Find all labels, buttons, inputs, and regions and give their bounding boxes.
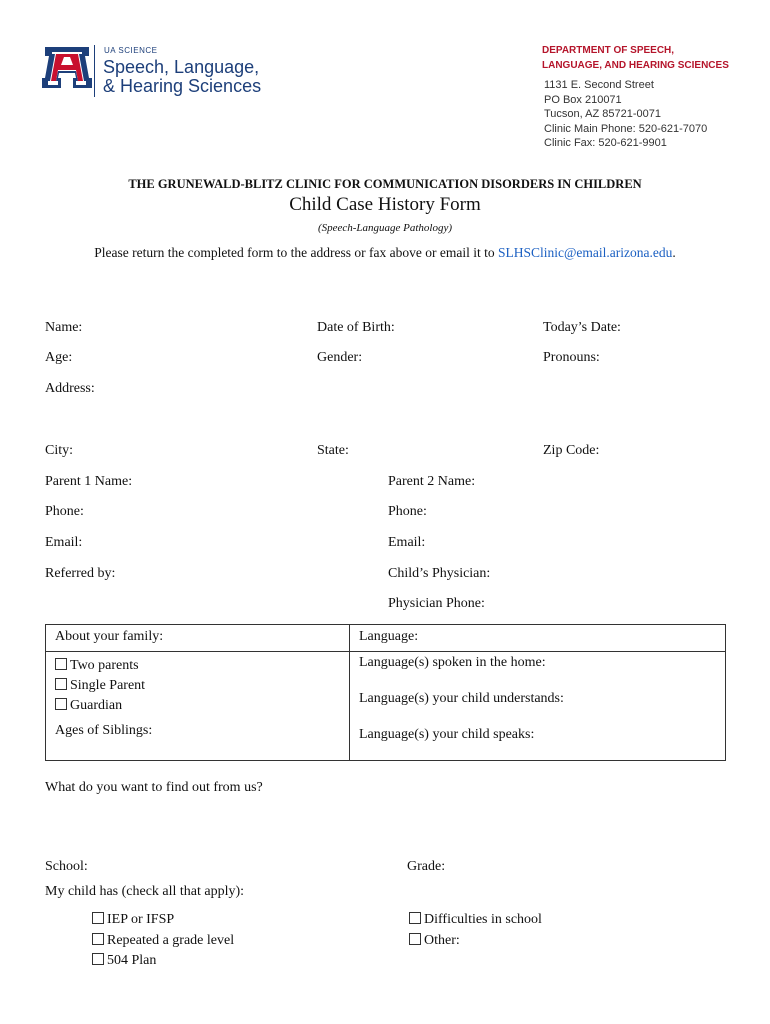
checkbox-iep[interactable]: [92, 910, 234, 931]
child-has-label: My child has (check all that apply):: [45, 884, 245, 899]
city-label: City:: [45, 443, 74, 458]
age-label: Age:: [45, 350, 73, 365]
logo-line2: & Hearing Sciences: [103, 76, 262, 96]
zip-label: Zip Code:: [543, 443, 600, 458]
checkbox-guardian[interactable]: [55, 696, 145, 716]
option-label: Guardian: [70, 698, 123, 713]
table-divider: [349, 624, 350, 760]
gender-label: Gender:: [317, 350, 363, 365]
grade-label: Grade:: [407, 859, 446, 874]
physician-phone-label: Physician Phone:: [388, 596, 485, 611]
question-label: What do you want to find out from us?: [45, 780, 263, 795]
address-label: Address:: [45, 381, 95, 396]
option-label: 504 Plan: [107, 953, 157, 968]
dob-label: Date of Birth:: [317, 320, 395, 335]
checkbox-other[interactable]: [409, 931, 542, 952]
option-label: IEP or IFSP: [107, 912, 175, 927]
logo-divider: [94, 45, 95, 97]
checkbox-icon[interactable]: [409, 912, 421, 924]
language-understands-label: Language(s) your child understands:: [359, 691, 564, 706]
page-title: Child Case History Form: [289, 194, 481, 215]
table-header-line: [45, 651, 725, 652]
checkbox-two-parents[interactable]: [55, 656, 145, 676]
address-line: 1131 E. Second Street: [544, 79, 654, 91]
email2-label: Email:: [388, 535, 426, 550]
address-line: PO Box 210071: [544, 93, 622, 106]
siblings-label: Ages of Siblings:: [55, 723, 153, 738]
option-label: Other:: [424, 932, 460, 948]
language-home-label: Language(s) spoken in the home:: [359, 655, 546, 670]
logo-line1: Speech, Language,: [103, 57, 260, 77]
checkbox-icon[interactable]: [55, 678, 67, 690]
language-header: Language:: [359, 629, 419, 644]
todays-date-label: Today’s Date:: [543, 320, 621, 335]
email1-label: Email:: [45, 535, 83, 550]
dept-line2: LANGUAGE, AND HEARING SCIENCES: [542, 60, 729, 71]
option-label: Repeated a grade level: [107, 932, 235, 948]
state-label: State:: [317, 443, 349, 458]
family-options: [55, 656, 145, 716]
checks-right: [409, 910, 542, 951]
checkbox-icon[interactable]: [92, 933, 104, 945]
phone2-label: Phone:: [388, 504, 427, 519]
address-line: Tucson, AZ 85721-0071: [544, 108, 662, 120]
clinic-name: THE GRUNEWALD-BLITZ CLINIC FOR COMMUNICATION DISORDERS IN CHILDREN: [128, 177, 642, 191]
checkbox-icon[interactable]: [55, 658, 67, 670]
checkbox-difficulties[interactable]: [409, 910, 542, 931]
referred-label: Referred by:: [45, 566, 116, 581]
instructions: [0, 245, 770, 261]
language-speaks-label: Language(s) your child speaks:: [359, 727, 535, 742]
checkbox-icon[interactable]: [409, 933, 421, 945]
pronouns-label: Pronouns:: [543, 350, 600, 365]
address-block: [544, 78, 707, 151]
name-label: Name:: [45, 320, 83, 335]
checkbox-single-parent[interactable]: [55, 676, 145, 696]
instructions-text: Please return the completed form to the address or fax above or email it to: [94, 245, 498, 260]
option-label: Single Parent: [70, 678, 146, 693]
checkbox-icon[interactable]: [55, 698, 67, 710]
family-header: About your family:: [55, 629, 164, 644]
instructions-end: .: [672, 245, 676, 260]
clinic-fax: Clinic Fax: 520-621-9901: [544, 137, 667, 149]
subtitle: (Speech-Language Pathology): [317, 222, 453, 234]
ua-logo-icon: [42, 45, 92, 90]
clinic-phone: Clinic Main Phone: 520-621-7070: [544, 122, 708, 135]
checkbox-504[interactable]: [92, 951, 234, 972]
physician-label: Child’s Physician:: [388, 566, 491, 581]
dept-line1: DEPARTMENT OF SPEECH,: [542, 45, 675, 56]
option-label: Difficulties in school: [424, 912, 542, 927]
phone1-label: Phone:: [45, 504, 84, 519]
email-link[interactable]: SLHSClinic@email.arizona.edu: [497, 245, 673, 260]
checks-left: [92, 910, 234, 972]
parent1-label: Parent 1 Name:: [45, 474, 133, 489]
logo-ua-science: UA SCIENCE: [104, 46, 158, 55]
parent2-label: Parent 2 Name:: [388, 474, 476, 489]
checkbox-icon[interactable]: [92, 953, 104, 965]
checkbox-icon[interactable]: [92, 912, 104, 924]
school-label: School:: [45, 859, 88, 874]
option-label: Two parents: [70, 658, 139, 673]
checkbox-repeated-grade[interactable]: [92, 931, 234, 952]
